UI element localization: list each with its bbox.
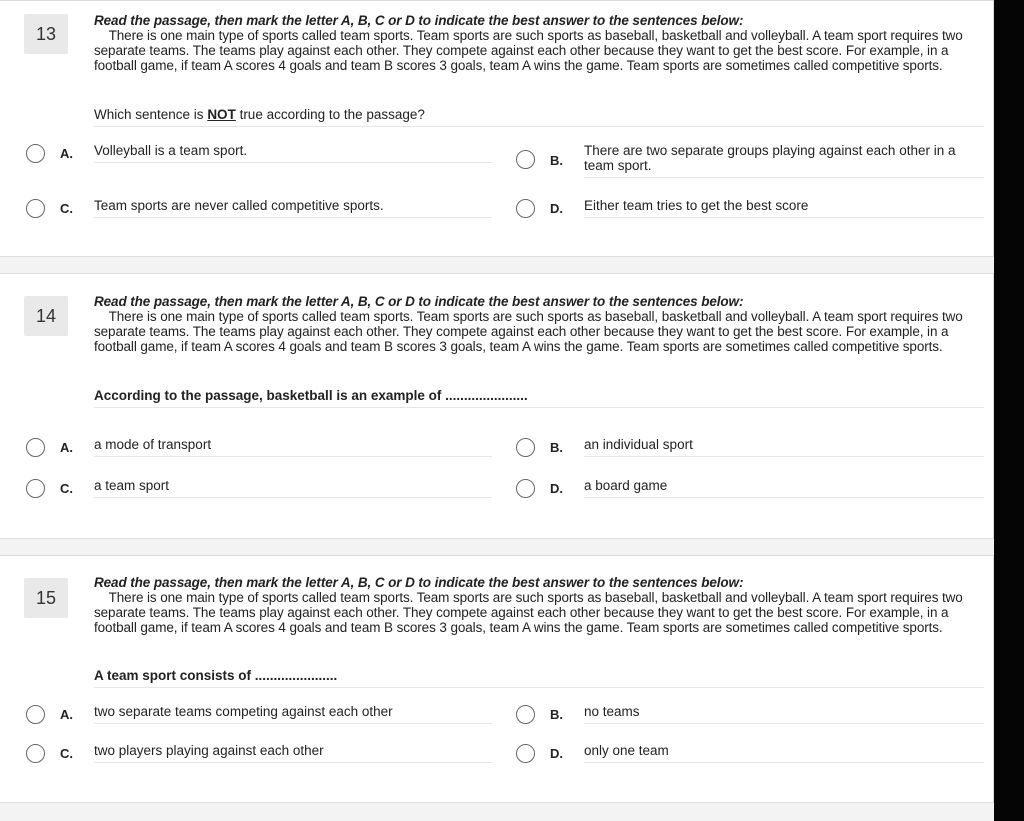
option-letter: A.	[60, 146, 73, 161]
option-text: two players playing against each other	[94, 743, 492, 763]
radio-button-icon[interactable]	[516, 150, 535, 169]
option-d[interactable]	[514, 477, 984, 513]
screen-edge	[994, 0, 1024, 821]
passage-text: There is one main type of sports called team sports. Team sports are such sports as baseball, basketball and volleyball. A team sport requires two separate teams. The teams play against each other. They compete against each other because they want to get the best score. For example, in a football game, if team A scores 4 goals and team B scores 3 goals, team A wins the game. Team sports are sometimes called competitive sports.	[94, 28, 963, 73]
option-c[interactable]	[24, 477, 494, 513]
option-letter: B.	[550, 440, 563, 455]
radio-button-icon[interactable]	[26, 705, 45, 724]
radio-button-icon[interactable]	[26, 199, 45, 218]
radio-button-icon[interactable]	[516, 438, 535, 457]
option-c[interactable]	[24, 197, 494, 233]
question-number: 14	[24, 296, 68, 336]
option-b[interactable]	[514, 436, 984, 472]
option-text: a team sport	[94, 478, 492, 498]
option-text: no teams	[584, 704, 984, 724]
question-number: 15	[24, 578, 68, 618]
passage-text: There is one main type of sports called team sports. Team sports are such sports as baseball, basketball and volleyball. A team sport requires two separate teams. The teams play against each other. They compete against each other because they want to get the best score. For example, in a football game, if team A scores 4 goals and team B scores 3 goals, team A wins the game. Team sports are sometimes called competitive sports.	[94, 590, 963, 635]
question-stem: Which sentence is NOT true according to the passage?	[94, 107, 984, 127]
radio-button-icon[interactable]	[26, 144, 45, 163]
passage-text: There is one main type of sports called team sports. Team sports are such sports as baseball, basketball and volleyball. A team sport requires two separate teams. The teams play against each other. They compete against each other because they want to get the best score. For example, in a football game, if team A scores 4 goals and team B scores 3 goals, team A wins the game. Team sports are sometimes called competitive sports.	[94, 309, 963, 354]
option-text: a mode of transport	[94, 437, 492, 457]
option-letter: C.	[60, 201, 73, 216]
radio-button-icon[interactable]	[26, 438, 45, 457]
option-letter: D.	[550, 481, 563, 496]
option-letter: B.	[550, 707, 563, 722]
reading-passage	[94, 575, 974, 635]
question-stem: According to the passage, basketball is an example of ......................	[94, 388, 984, 408]
question-card-13	[0, 0, 994, 257]
question-number: 13	[24, 14, 68, 54]
option-text: a board game	[584, 478, 984, 498]
option-text: two separate teams competing against each other	[94, 704, 492, 724]
question-card-15	[0, 555, 994, 803]
option-letter: C.	[60, 481, 73, 496]
reading-passage	[94, 294, 974, 354]
question-card-14	[0, 273, 994, 539]
option-text: only one team	[584, 743, 984, 763]
radio-button-icon[interactable]	[516, 479, 535, 498]
option-a[interactable]	[24, 141, 494, 177]
radio-button-icon[interactable]	[516, 744, 535, 763]
option-text: Volleyball is a team sport.	[94, 143, 492, 163]
option-letter: D.	[550, 746, 563, 761]
option-text: Either team tries to get the best score	[584, 198, 984, 218]
option-d[interactable]	[514, 742, 984, 778]
radio-button-icon[interactable]	[516, 199, 535, 218]
option-letter: D.	[550, 201, 563, 216]
option-text: Team sports are never called competitive sports.	[94, 198, 492, 218]
option-letter: B.	[550, 153, 563, 168]
instruction-text: Read the passage, then mark the letter A, B, C or D to indicate the best answer to the sentences below:	[94, 13, 744, 28]
radio-button-icon[interactable]	[26, 479, 45, 498]
option-a[interactable]	[24, 436, 494, 472]
reading-passage	[94, 13, 974, 73]
option-text: There are two separate groups playing against each other in a team sport.	[584, 143, 984, 178]
option-letter: A.	[60, 440, 73, 455]
option-text: an individual sport	[584, 437, 984, 457]
question-stem: A team sport consists of ......................	[94, 668, 984, 688]
instruction-text: Read the passage, then mark the letter A, B, C or D to indicate the best answer to the sentences below:	[94, 575, 744, 590]
option-c[interactable]	[24, 742, 494, 778]
option-letter: C.	[60, 746, 73, 761]
radio-button-icon[interactable]	[516, 705, 535, 724]
option-a[interactable]	[24, 703, 494, 739]
option-letter: A.	[60, 707, 73, 722]
option-d[interactable]	[514, 197, 984, 233]
option-b[interactable]	[514, 141, 984, 181]
option-b[interactable]	[514, 703, 984, 739]
radio-button-icon[interactable]	[26, 744, 45, 763]
instruction-text: Read the passage, then mark the letter A, B, C or D to indicate the best answer to the sentences below:	[94, 294, 744, 309]
